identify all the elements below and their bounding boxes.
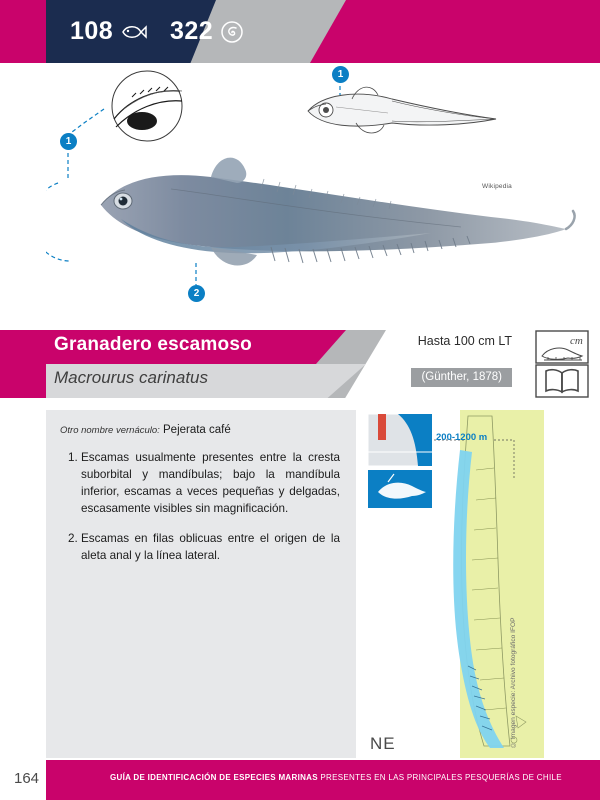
- spine-white-block: [0, 63, 46, 330]
- footer-title-bold: GUÍA DE IDENTIFICACIÓN DE ESPECIES MARINAS: [110, 773, 318, 782]
- snail-icon: [221, 21, 243, 43]
- species-title-band: [46, 330, 600, 398]
- vernacular-value: Pejerata café: [163, 424, 231, 436]
- fish-code-number: 108: [70, 17, 114, 45]
- description-panel: [46, 410, 356, 758]
- book-badge-icon: [534, 364, 590, 398]
- wikipedia-credit: Wikipedia: [482, 183, 512, 190]
- illustration-area: [46, 63, 600, 330]
- callout-1-top: 1: [332, 66, 349, 83]
- feature-list: [60, 450, 340, 565]
- footer-title-rest: PRESENTES EN LAS PRINCIPALES PESQUERÍAS DE CHILE: [320, 773, 562, 782]
- spine-mid-block: [0, 330, 46, 398]
- spine-top-block: [0, 0, 46, 63]
- measure-badge-icon: [534, 330, 590, 364]
- page-number: 164: [14, 770, 40, 787]
- svg-text:cm: cm: [570, 335, 583, 347]
- species-scientific-name: Macrourus carinatus: [54, 368, 209, 387]
- region-code-label: NE: [370, 734, 396, 753]
- list-item: 1. Escamas usualmente presentes entre la cresta suborbital y mandíbulas; bajo la mandíbula inferior, escamas a veces pequeñas y delgadas, escasamente visibles sin magnificación.: [81, 450, 340, 518]
- vernacular-name-row: [60, 424, 340, 436]
- species-size: Hasta 100 cm LT: [417, 334, 512, 348]
- species-photo: [61, 143, 581, 293]
- callout-2-bottom: 2: [188, 285, 205, 302]
- shell-code-number: 322: [170, 17, 214, 45]
- callout-1-left: 1: [60, 133, 77, 150]
- fish-code-group: [70, 17, 147, 46]
- photo-credit: © Imagen especie: Archivo fotográfico IFOP: [510, 617, 517, 748]
- shell-code-group: [170, 17, 243, 46]
- fish-icon: [121, 23, 147, 41]
- list-item: 2. Escamas en filas oblicuas entre el origen de la aleta anal y la línea lateral.: [81, 531, 340, 565]
- footer-title: [110, 773, 562, 782]
- vernacular-label: Otro nombre vernáculo:: [60, 425, 160, 436]
- species-author: (Günther, 1878): [411, 368, 512, 387]
- species-common-name: Granadero escamoso: [54, 334, 252, 355]
- footer: [0, 760, 600, 800]
- depth-range-label: 200-1200 m: [436, 432, 488, 443]
